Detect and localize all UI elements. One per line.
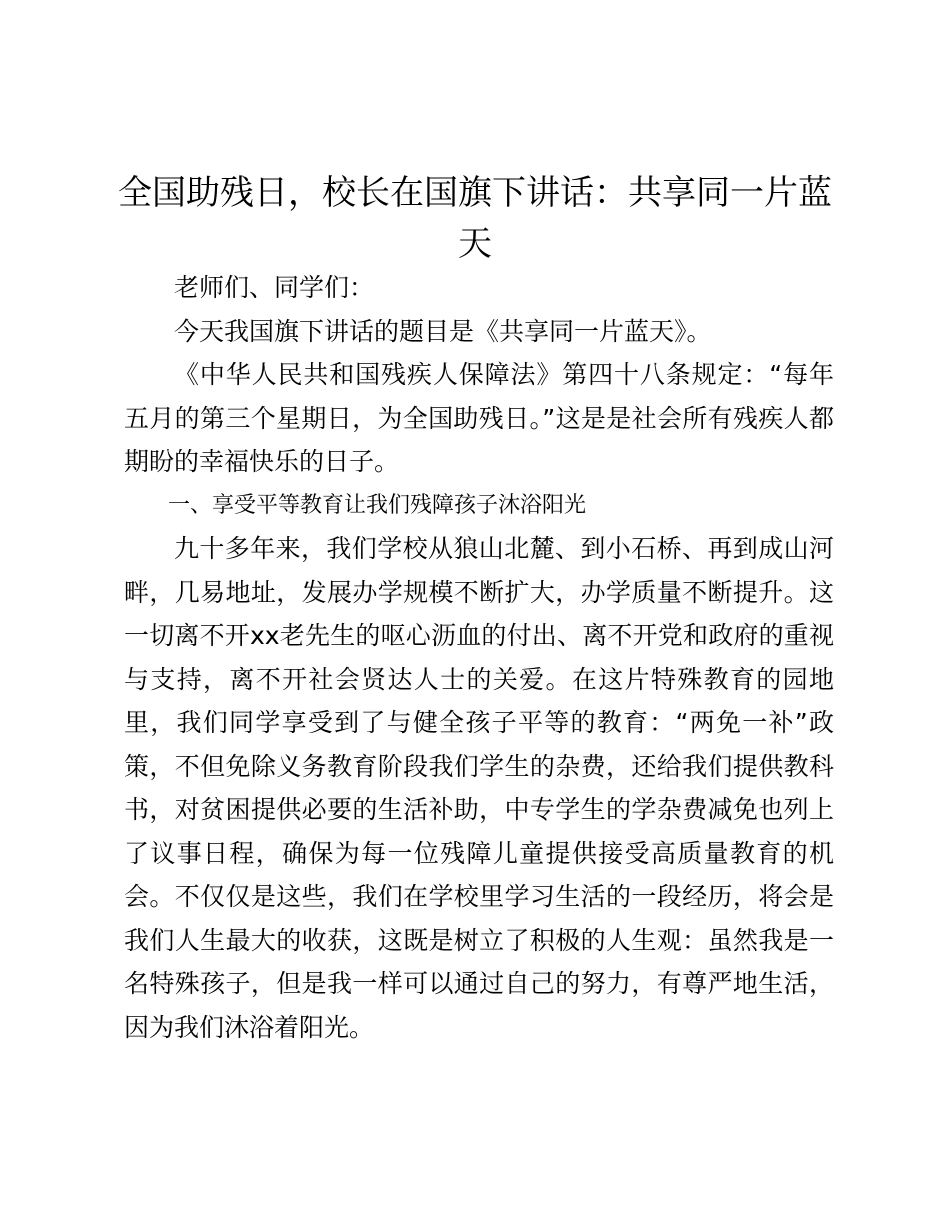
intro-paragraph: 今天我国旗下讲话的题目是《共享同一片蓝天》。 bbox=[174, 316, 712, 346]
salutation-paragraph: 老师们、同学们： bbox=[174, 273, 375, 302]
law-quote-paragraph: 《中华人民共和国残疾人保障法》第四十八条规定：“每年五月的第三个星期日，为全国助残日。”这是是社会所有残疾人都期盼的幸福快乐的日子。 bbox=[124, 360, 834, 476]
section-heading: 一、享受平等教育让我们残障孩子沐浴阳光 bbox=[168, 492, 587, 518]
document-title: 全国助残日，校长在国旗下讲话：共享同一片蓝天 bbox=[118, 173, 832, 264]
document-body bbox=[124, 266, 834, 1049]
body-paragraph: 九十多年来，我们学校从狼山北麓、到小石桥、再到成山河畔，几易地址，发展办学规模不断扩大，办学质量不断提升。这一切离不开xx老先生的呕心沥血的付出、离不开党和政府的重视与支持，离不开社会贤达人士的关爱。在这片特殊教育的园地里，我们同学享受到了与健全孩子平等的教育：“两免一补”政策，不但免除义务教育阶段我们学生的杂费，还给我们提供教科书，对贫困提供必要的生活补助，中专学生的学杂费减免也列上了议事日程，确保为每一位残障儿童提供接受高质量教育的机会。不仅仅是这些，我们在学校里学习生活的一段经历，将会是我们人生最大的收获，这既是树立了积极的人生观：虽然我是一名特殊孩子，但是我一样可以通过自己的努力，有尊严地生活，因为我们沐浴着阳光。 bbox=[124, 534, 834, 1042]
